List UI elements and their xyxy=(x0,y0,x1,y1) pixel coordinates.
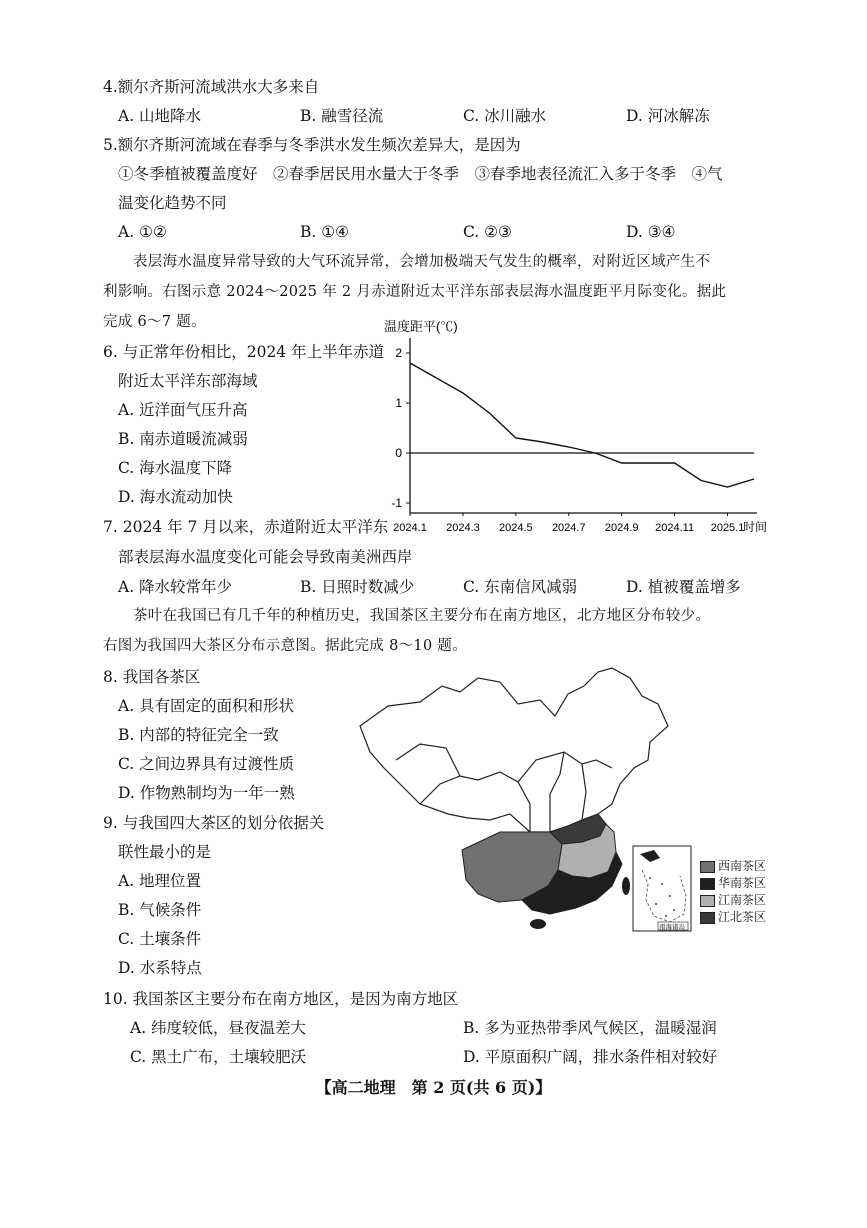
map-inner-boundary-5 xyxy=(396,744,460,776)
q7-option-c: C. 东南信风减弱 xyxy=(463,578,578,596)
q9-option-d: D. 水系特点 xyxy=(118,959,202,977)
q6-option-a: A. 近洋面气压升高 xyxy=(118,401,248,419)
map-inner-boundary-3 xyxy=(582,764,586,820)
q10-option-b: B. 多为亚热带季风气候区，温暖湿润 xyxy=(463,1019,717,1037)
q5-option-d: D. ③④ xyxy=(626,223,676,241)
q8-option-b: B. 内部的特征完全一致 xyxy=(118,726,279,744)
map-inner-boundary-4 xyxy=(550,752,564,832)
q9-stem-1: 9. 与我国四大茶区的划分依据关 xyxy=(103,814,325,832)
legend-swatch-jiangbei xyxy=(700,912,715,924)
map-inner-boundary-2 xyxy=(518,752,612,782)
china-tea-regions-map xyxy=(350,664,780,939)
anomaly-series-line xyxy=(410,363,754,487)
q9-stem-2: 联性最小的是 xyxy=(118,843,212,861)
q6-option-c: C. 海水温度下降 xyxy=(118,459,233,477)
passage-6-7-line1: 表层海水温度异常导致的大气环流异常，会增加极端天气发生的概率，对附近区域产生不 xyxy=(133,254,711,270)
x-tick-label: 2024.9 xyxy=(604,522,639,534)
map-hainan-island xyxy=(530,919,546,929)
map-taiwan-island xyxy=(622,877,630,895)
x-tick-label: 2024.3 xyxy=(446,522,480,534)
q8-stem: 8. 我国各茶区 xyxy=(103,668,201,686)
q9-option-c: C. 土壤条件 xyxy=(118,930,202,948)
passage-8-10-line1: 茶叶在我国已有几千年的种植历史，我国茶区主要分布在南方地区，北方地区分布较少。 xyxy=(133,608,711,624)
q8-option-d: D. 作物熟制均为一年一熟 xyxy=(118,784,295,802)
q7-stem-2: 部表层海水温度变化可能会导致南美洲西岸 xyxy=(118,548,413,566)
x-tick-label: 2024.1 xyxy=(393,522,427,534)
q5-items-line1: ①冬季植被覆盖度好 ②春季居民用水量大于冬季 ③春季地表径流汇入多于冬季 ④气 xyxy=(118,165,723,183)
passage-6-7-line2: 利影响。右图示意 2024～2025 年 2 月赤道附近太平洋东部表层海水温度距平月际变化。据此 xyxy=(103,284,727,300)
y-tick-label: 0 xyxy=(395,446,402,460)
q6-stem-2: 附近太平洋东部海域 xyxy=(118,372,258,390)
map-south-china-sea-inset xyxy=(633,846,691,931)
legend-label-huanan: 华南茶区 xyxy=(718,876,767,890)
map-inner-boundary-1 xyxy=(420,772,530,832)
legend-swatch-southwest xyxy=(700,861,715,873)
legend-label-jiangbei: 江北茶区 xyxy=(718,910,767,924)
q6-option-b: B. 南赤道暖流减弱 xyxy=(118,430,248,448)
q10-option-a: A. 纬度较低，昼夜温差大 xyxy=(130,1019,307,1037)
x-tick-label: 2024.5 xyxy=(499,522,533,534)
map-northwest-outline xyxy=(360,668,668,832)
passage-8-10-line2: 右图为我国四大茶区分布示意图。据此完成 8～10 题。 xyxy=(103,638,467,654)
legend-label-jiangnan: 江南茶区 xyxy=(718,893,767,907)
q6-stem-1: 6. 与正常年份相比，2024 年上半年赤道 xyxy=(103,343,385,361)
inset-label: 南海诸岛 xyxy=(659,924,685,931)
passage-6-7-line3: 完成 6～7 题。 xyxy=(103,314,206,330)
q10-option-d: D. 平原面积广阔，排水条件相对较好 xyxy=(463,1048,718,1066)
q10-stem: 10. 我国茶区主要分布在南方地区，是因为南方地区 xyxy=(103,990,459,1008)
sst-anomaly-chart xyxy=(382,318,782,538)
q10-option-c: C. 黑土广布，土壤较肥沃 xyxy=(130,1048,307,1066)
q6-option-d: D. 海水流动加快 xyxy=(118,488,233,506)
q4-stem: 4.额尔齐斯河流域洪水大多来自 xyxy=(103,78,320,96)
q7-option-b: B. 日照时数减少 xyxy=(300,578,415,596)
q5-option-c: C. ②③ xyxy=(463,223,512,241)
q7-stem-1: 7. 2024 年 7 月以来，赤道附近太平洋东 xyxy=(103,518,389,536)
q8-option-a: A. 具有固定的面积和形状 xyxy=(118,697,295,715)
chart-xlabel: 时间 xyxy=(743,520,768,534)
y-tick-label: 1 xyxy=(395,396,402,410)
x-tick-label: 2024.11 xyxy=(655,522,695,534)
y-tick-label: -1 xyxy=(391,496,402,510)
chart-ylabel: 温度距平(℃) xyxy=(384,319,458,334)
legend-label-southwest: 西南茶区 xyxy=(718,859,767,873)
x-tick-label: 2024.7 xyxy=(551,522,586,534)
q4-option-b: B. 融雪径流 xyxy=(300,107,384,125)
q7-option-d: D. 植被覆盖增多 xyxy=(626,578,741,596)
q4-option-a: A. 山地降水 xyxy=(118,107,202,125)
q4-option-c: C. 冰川融水 xyxy=(463,107,547,125)
q4-option-d: D. 河冰解冻 xyxy=(626,107,710,125)
legend-swatch-jiangnan xyxy=(700,895,715,907)
q9-option-b: B. 气候条件 xyxy=(118,901,202,919)
y-tick-label: 2 xyxy=(395,346,402,360)
q5-items-line2: 温变化趋势不同 xyxy=(118,194,227,212)
x-tick-label: 2025.1 xyxy=(710,522,745,534)
q5-option-a: A. ①② xyxy=(118,223,167,241)
q9-option-a: A. 地理位置 xyxy=(118,872,202,890)
q5-stem: 5.额尔齐斯河流域在春季与冬季洪水发生频次差异大，是因为 xyxy=(103,136,521,154)
q5-option-b: B. ①④ xyxy=(300,223,350,241)
page-footer: 【高二地理 第 2 页(共 6 页)】 xyxy=(315,1078,552,1097)
q8-option-c: C. 之间边界具有过渡性质 xyxy=(118,755,295,773)
q7-option-a: A. 降水较常年少 xyxy=(118,578,233,596)
legend-swatch-huanan xyxy=(700,878,715,890)
